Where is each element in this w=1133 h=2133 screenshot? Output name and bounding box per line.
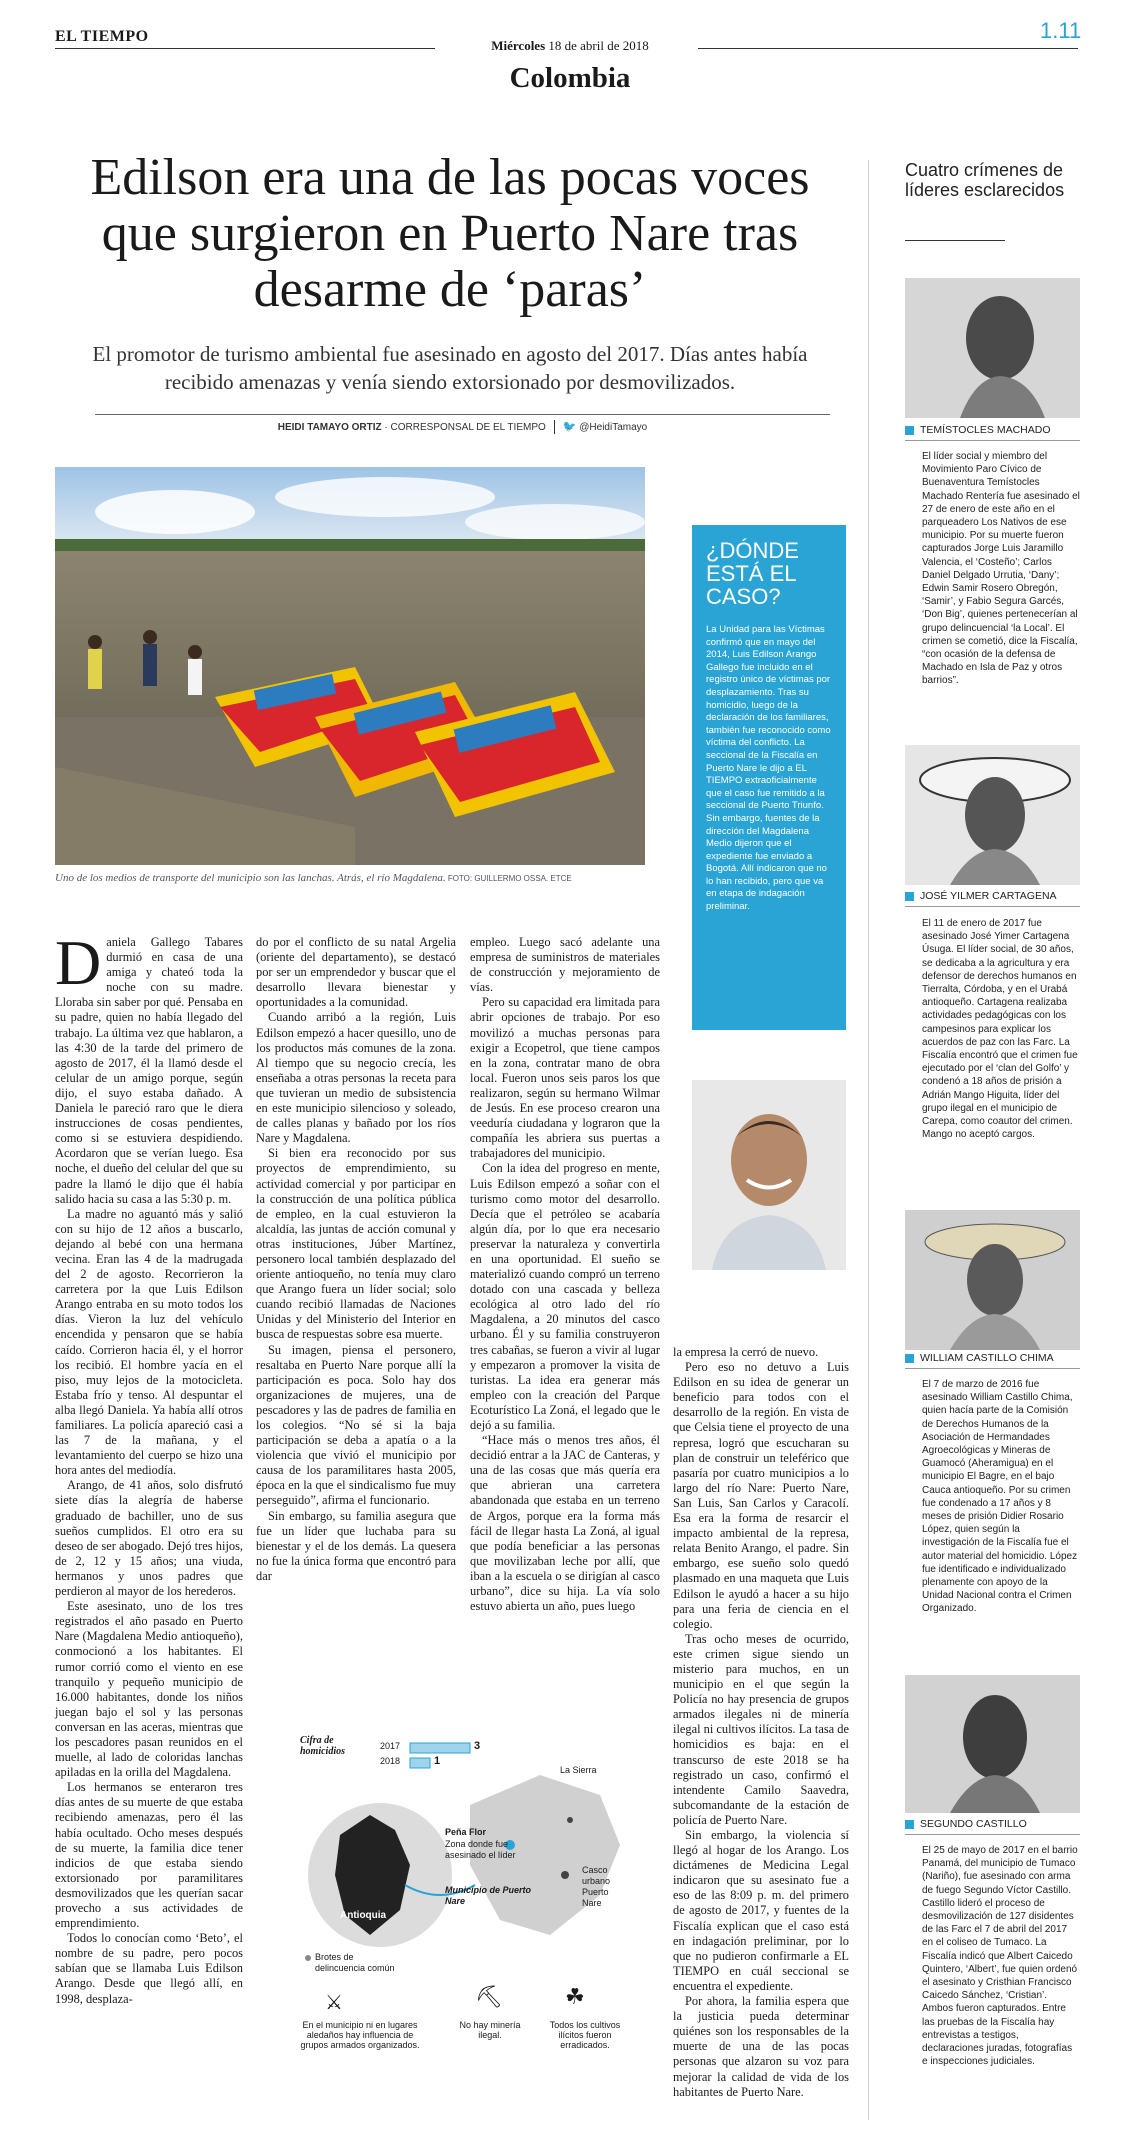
- rail-title-rule: [905, 240, 1005, 241]
- paragraph: la empresa la cerró de nuevo.: [673, 1345, 819, 1359]
- body-column-1: [55, 927, 243, 2007]
- photo-caption: [55, 872, 655, 884]
- rail-name-text: TEMÍSTOCLES MACHADO: [920, 424, 1051, 436]
- brotes-label: Brotes de delincuencia común: [315, 1952, 395, 1973]
- rail-portrait-3: [905, 1210, 1080, 1350]
- pena-flor-desc: Zona donde fue asesinado el líder: [445, 1839, 516, 1860]
- rail-text-2: El 11 de enero de 2017 fue asesinado José Yimer Cartagena Úsuga. El líder social, de 30 años, se dedicaba a la agricultura y era defensor de derechos humanos en Tierralta, Córdoba, y en el Urabá antioqueño. Cartagena realizaba actividades pedagógicas con los campesinos para explicar los acuerdos de paz con las Farc. La Fiscalía encontró que el crimen fue ejecutado por el ‘clan del Golfo’ y condenó a 18 años de prisión a Adrián Mango Higuita, líder del grupo ilegal en el municipio de Carepa, como coautor del crimen. Mango no aceptó cargos.: [922, 918, 1078, 1141]
- body-column-4: [673, 1345, 849, 2100]
- infographic: [300, 1735, 670, 2050]
- year-2018-label: 2018: [380, 1756, 401, 1766]
- paragraph: Con la idea del progreso en mente, Luis Edilson empezó a soñar con el turismo como motor del desarrollo. Decía que el petróleo se acabaría algún día, por lo que era necesario preservar la naturaleza y convertirla en una oportunidad. El sueño se materializó cuando compró un terreno dotado con una cascada y belleza ecológica al otro lado del río Magdalena, a 20 minutos del casco urbano. Él y su familia construyeron tres cabañas, se fueron a vivir al lugar y empezaron a promover la visita de turistas. La idea era generar más empleo con la creación del Parque Ecoturístico La Zoná, el legado que le dejó a su familia.: [470, 1161, 660, 1432]
- masthead: EL TIEMPO: [55, 28, 149, 45]
- la-sierra-label: La Sierra: [560, 1765, 597, 1775]
- antioquia-label: Antioquia: [340, 1910, 387, 1921]
- brotes-legend-dot: [305, 1955, 311, 1961]
- paragraph: Por ahora, la familia espera que la justicia pueda determinar quiénes son los responsables de la muerte de una de las pocas personas que alzaron su voz para mejorar la calidad de vida de los habitantes de Puerto Nare.: [673, 1994, 849, 2099]
- case-status-box: [692, 525, 846, 1030]
- date-day: Miércoles: [491, 38, 546, 53]
- paragraph: aniela Gallego Tabares durmió en casa de una amiga y chateó toda la noche con su madre. Lloraba sin saber por qué. Pensaba en su padre, quien no había llegado del trabajo. La última vez que hablaron, a las 4:30 de la tarde del primero de agosto de 2017, él la llamó desde el celular de un amigo porque, según dijo, el suyo estaba dañado. A Daniela le pareció raro que le diera instrucciones de cosas pendientes, como si se estuviera despidiendo. Acordaron que se verían luego. Esa noche, el dueño del celular del que su padre la llamó le dijo que él había salido hacia su casa a las 5:30 p. m.: [55, 935, 243, 1206]
- rail-name-3: [905, 1352, 1080, 1369]
- body-column-2: [256, 935, 456, 1584]
- mining-icon: ⛏: [475, 1985, 503, 2010]
- victim-portrait: [692, 1080, 846, 1270]
- rail-name-4: [905, 1818, 1080, 1835]
- paragraph: Su imagen, piensa el personero, resaltaba en Puerto Nare porque allí la participación es poca. Solo hay dos organizaciones de mujeres, una de pescadores y las de padres de familia en los colegios. “No sé si la baja participación se deba a apatía o a la violencia que vivió el municipio por causa de los paramilitares hasta 2005, época en la que el sindicalismo fue muy perseguido”, afirma el funcionario.: [256, 1342, 456, 1508]
- rail-portrait-1: [905, 278, 1080, 418]
- paragraph: “Hace más o menos tres años, él decidió entrar a la JAC de Canteras, y una de las cosas que más quería era que abrieran una carretera abandonada que estaba en un terreno de Argos, porque era la forma más fácil de llegar hasta La Zoná, al igual que podía beneficiar a las personas que movilizaban leche por allí, que iban a la escuela o se dirigían al casco urbano”, dice su hija. La vía solo estuvo abierta un año, pues luego: [470, 1433, 660, 1614]
- rail-name-text: JOSÉ YILMER CARTAGENA: [920, 890, 1057, 902]
- caption-text: Uno de los medios de transporte del municipio son las lanchas. Atrás, el río Magdalena.: [55, 872, 446, 884]
- la-sierra-marker: [567, 1817, 573, 1823]
- headline: Edilson era una de las pocas voces que surgieron en Puerto Nare tras desarme de ‘paras’: [90, 149, 810, 318]
- bar-2018: [410, 1758, 430, 1768]
- value-2017: 3: [474, 1740, 481, 1752]
- rail-name-text: SEGUNDO CASTILLO: [920, 1818, 1027, 1830]
- byline-rule: [95, 414, 830, 415]
- paragraph: Arango, de 41 años, solo disfrutó siete días la alegría de haberse graduado de bachiller, uno de sus sueños cumplidos. El otro era su deseo de ser abogado. Dejó tres hijos, de 2, 12 y 15 años; una viuda, hermanos y unos padres que perdieron al mayor de los herederos.: [55, 1478, 243, 1599]
- casco-label: Casco urbano Puerto Nare: [582, 1865, 611, 1908]
- crops-note: Todos los cultivos ilícitos fueron erradicados.: [549, 2020, 621, 2050]
- paragraph: Los hermanos se enteraron tres días antes de su muerte de que estaba recibiendo amenazas, pero él las había ocultado. Ocho meses después de su muerte, la familia dice tener indicios de que estaba siendo extorsionado por paramilitares desmovilizados que les querían sacar provecho a sus actividades de emprendimiento.: [55, 1780, 243, 1931]
- paragraph: do por el conflicto de su natal Argelia (oriente del departamento), se destacó por ser un emprendedor y buscar que el desarrollo llevara bienestar y oportunidades a la comunidad.: [256, 935, 456, 1010]
- value-2018: 1: [434, 1755, 441, 1767]
- header-rule-right: [698, 48, 1078, 49]
- paragraph: Este asesinato, uno de los tres registrados el año pasado en Puerto Nare (Magdalena Medio antioqueño), conmocionó a los habitantes. El rumor corrió como el viento en ese tranquilo y pequeño municipio de 16.000 habitantes, donde los niños juegan bajo el sol y las personas conversan en las aceras, mientras que los pescadores pasan reunidos en el muelle, al lado de coloridas lanchas apiladas en la orilla del Magdalena.: [55, 1599, 243, 1780]
- main-photo: [55, 467, 645, 865]
- drop-cap: D: [55, 927, 102, 998]
- paragraph: Pero eso no detuvo a Luis Edilson en su idea de generar un beneficio para todos con el desarrollo de la región. En vista de que Celsia tiene el proyecto de una represa, logró que escucharan su plan de construir un teleférico que pasaría por cuatro municipios a lo largo del río Nare: Puerto Nare, San Luis, San Carlos y Caracolí. Esa era la forma de resarcir el impacto ambiental de la represa, relata Benito Arango, el padre. Sin embargo, ese sueño solo quedó plasmado en una maqueta que Luis Edilson le ayudó a hacer a su hijo para una feria de ciencia en el colegio.: [673, 1360, 849, 1631]
- municipio-label: Municipio de Puerto Nare: [445, 1885, 532, 1906]
- pena-flor-label: Peña Flor: [445, 1827, 487, 1837]
- paragraph: Sin embargo, su familia asegura que fue un líder que luchaba para su bienestar y el de los demás. La quesera no fue la única forma que encontró para dar: [256, 1508, 456, 1583]
- author-name: HEIDI TAMAYO ORTIZ: [277, 422, 382, 433]
- paragraph: Tras ocho meses de ocurrido, este crimen sigue siendo un misterio para muchos, en un municipio en el que según la Policía no hay presencia de grupos armados ilegales ni de minería ilegal ni cultivos ilícitos. La tasa de homicidios es baja: en el transcurso de este 2018 se ha registrado un caso, confirmó el intendente Camilo Saavedra, subcomandante de la estación de policía de Puerto Nare.: [673, 1631, 849, 1827]
- paragraph: La madre no aguantó más y salió con su hijo de 12 años a buscarlo, dejando al bebé con una hermana vecina. Eran las 4 de la madrugada del 2 de agosto. Recorrieron la carretera por la que Luis Edilson Arango entraba en su moto todos los días. Vieron la luz del vehículo encendida y pensaron que se había caído. Corrieron hacia él, y el horror los recibió. El hombre yacía en el piso, muy lejos de la motocicleta. Estaba frío y tenso. Al despuntar el alba llegó Daniela. Ya había allí otros familiares. La policía apareció casi a las 7 de la mañana, y el levantamiento del cuerpo se hizo una hora antes del mediodía.: [55, 1206, 243, 1478]
- homicide-legend-title: Cifra de homicidios: [300, 1735, 346, 1757]
- rail-name-text: WILLIAM CASTILLO CHIMA: [920, 1352, 1054, 1364]
- rifle-icon: ⚔: [325, 1990, 343, 2014]
- casco-marker: [561, 1871, 569, 1879]
- byline: [95, 420, 830, 434]
- rail-name-2: [905, 890, 1080, 907]
- rail-text-4: El 25 de mayo de 2017 en el barrio Panamá, del municipio de Tumaco (Nariño), fue asesinado con arma de fuego Segundo Víctor Castillo. Castillo lideró el proceso de desmovilización de 127 disidentes de las Farc el 7 de abril del 2017 en el coliseo de Tumaco. La Fiscalía indicó que Albert Caicedo Quintero, ‘Albert’, fue quien ordenó el asesinato y Cristhian Francisco Caicedo Sánchez, ‘Cristian’. Ambos fueron capturados. Entre las pruebas de la Fiscalía hay entrevistas a testigos, declaraciones juradas, fotografías e inspecciones judiciales.: [922, 1845, 1078, 2068]
- armed-groups-note: En el municipio ni en lugares aledaños hay influencia de grupos armados organizados.: [300, 2020, 420, 2050]
- case-status-body: La Unidad para las Víctimas confirmó que en mayo del 2014, Luis Edilson Arango Gallego fue incluido en el registro único de víctimas por desplazamiento. Tras su homicidio, luego de la declaración de los familiares, también fue reconocido como víctima del conflicto. La seccional de la Fiscalía en Puerto Nare le dijo a EL TIEMPO extraoficialmente que el caso fue remitido a la seccional de Puerto Triunfo. Sin embargo, fuentes de la dirección del Magdalena Medio dijeron que el expediente fue enviado a Bogotá. Allí indicaron que no lo han recibido, pero que va en etapa de indagación preliminar.: [706, 624, 831, 913]
- rail-name-1: [905, 424, 1080, 441]
- rail-divider: [868, 160, 869, 2120]
- rail-portrait-4: [905, 1675, 1080, 1813]
- subheadline: El promotor de turismo ambiental fue asesinado en agosto del 2017. Días antes había recibido amenazas y venía siendo extorsionado por desmovilizados.: [92, 342, 808, 394]
- author-role: · CORRESPONSAL DE EL TIEMPO: [381, 422, 546, 433]
- mining-note: No hay minería ilegal.: [459, 2020, 521, 2040]
- body-column-3: [470, 935, 660, 1614]
- paragraph: empleo. Luego sacó adelante una empresa de suministros de materiales de construcción y mejoramiento de vías.: [470, 935, 660, 995]
- year-2017-label: 2017: [380, 1741, 401, 1751]
- case-status-title: ¿DÓNDE ESTÁ EL CASO?: [706, 538, 799, 609]
- paragraph: Pero su capacidad era limitada para abrir opciones de trabajo. Por eso movilizó a muchas personas para exigir a Ecopetrol, que tiene campos en la zona, contratar mano de obra local. Fueron unos seis paros los que realizaron, según su hermano Wilmar de Jesús. En ese proceso crearon una veeduría ciudadana y lograron que la compañía les abriera sus puertas a trabajadores del municipio.: [470, 995, 660, 1161]
- rail-portrait-2: [905, 745, 1080, 885]
- bar-2017: [410, 1743, 470, 1753]
- paragraph: Cuando arribó a la región, Luis Edilson empezó a hacer quesillo, uno de los productos más comunes de la zona. Al tiempo que su negocio crecía, les enseñaba a otras personas la receta para que tuvieran un medio de subsistencia en este municipio silencioso y soleado, de calles planas y bañado por los ríos Nare y Magdalena.: [256, 1010, 456, 1146]
- rail-text-3: El 7 de marzo de 2016 fue asesinado William Castillo Chima, quien hacía parte de la Comisión de Derechos Humanos de la Asociación de Hermandades Agroecológicas y Mineras de Guamocó (Aheramigua) en el municipio El Bagre, en el bajo Cauca antioqueño. Por su crimen fue condenado a 17 años y 8 meses de prisión Didier Rosario López, quien según la investigación de la Fiscalía fue el autor material del homicidio. López fue identificado e individualizado plenamente con apoyo de la Unidad Nacional contra el Crimen Organizado.: [922, 1379, 1078, 1615]
- cannabis-leaf-icon: ☘: [565, 1985, 585, 2010]
- photo-credit: FOTO: GUILLERMO OSSA. ETCE: [445, 874, 572, 883]
- issue-date: [440, 38, 700, 54]
- paragraph: Todos lo conocían como ‘Beto’, el nombre de su padre, pero pocos sabían que se llamaba Luis Edilson Arango. Desde que llegó allí, en 1998, desplaza-: [55, 1931, 243, 2006]
- rail-text-1: El líder social y miembro del Movimiento Paro Cívico de Buenaventura Temístocles Machado Rentería fue asesinado el 27 de enero de este año en el parqueadero Los Nativos de ese municipio. Por su muerte fueron capturados Jorge Luis Jaramillo Valencia, el ‘Costeño’; Carlos Daniel Delgado Urrutia, ‘Dany’; Edwin Samir Rosero Obregón, ‘Samir’, y Fabio Segura Garcés, ‘Don Big’, quienes pertenecerían al grupo delincuencial ‘la Local’. El crimen se cometió, dice la Fiscalía, “con ocasión de la defensa de Machado en Isla de Paz y otros barrios”.: [922, 451, 1080, 687]
- twitter-icon: 🐦: [562, 421, 577, 433]
- rail-title: Cuatro crímenes de líderes esclarecidos: [905, 160, 1065, 200]
- author-handle[interactable]: @HeidiTamayo: [579, 422, 648, 433]
- paragraph: Sin embargo, la violencia sí llegó al hogar de los Arango. Los dictámenes de Medicina Legal indicaron que su asesinato fue a eso de las 8:09 p. m. del primero de agosto de 2017, y fuentes de la Fiscalía explican que el caso está en indagación preliminar, por lo que no pudieron confirmarle a EL TIEMPO en cuál seccional se encuentra el expediente.: [673, 1828, 849, 1993]
- date-rest: 18 de abril de 2018: [545, 38, 649, 53]
- paragraph: Si bien era reconocido por sus proyectos de emprendimiento, su actividad comercial y por participar en la construcción de una política pública de empleo, en la cual estuvieron la alcaldía, las juntas de acción comunal y otras instituciones, Júber Martínez, personero local también desplazado del oriente antioqueño, no tenía muy claro que Arango fuera un líder social; solo cuando recibió llamadas de Naciones Unidas y del Ministerio del Interior en busca de respuestas sobre esa muerte.: [256, 1146, 456, 1342]
- section-title: Colombia: [509, 62, 631, 94]
- page-number: 1.11: [1040, 18, 1082, 43]
- header-rule-left: [55, 48, 435, 49]
